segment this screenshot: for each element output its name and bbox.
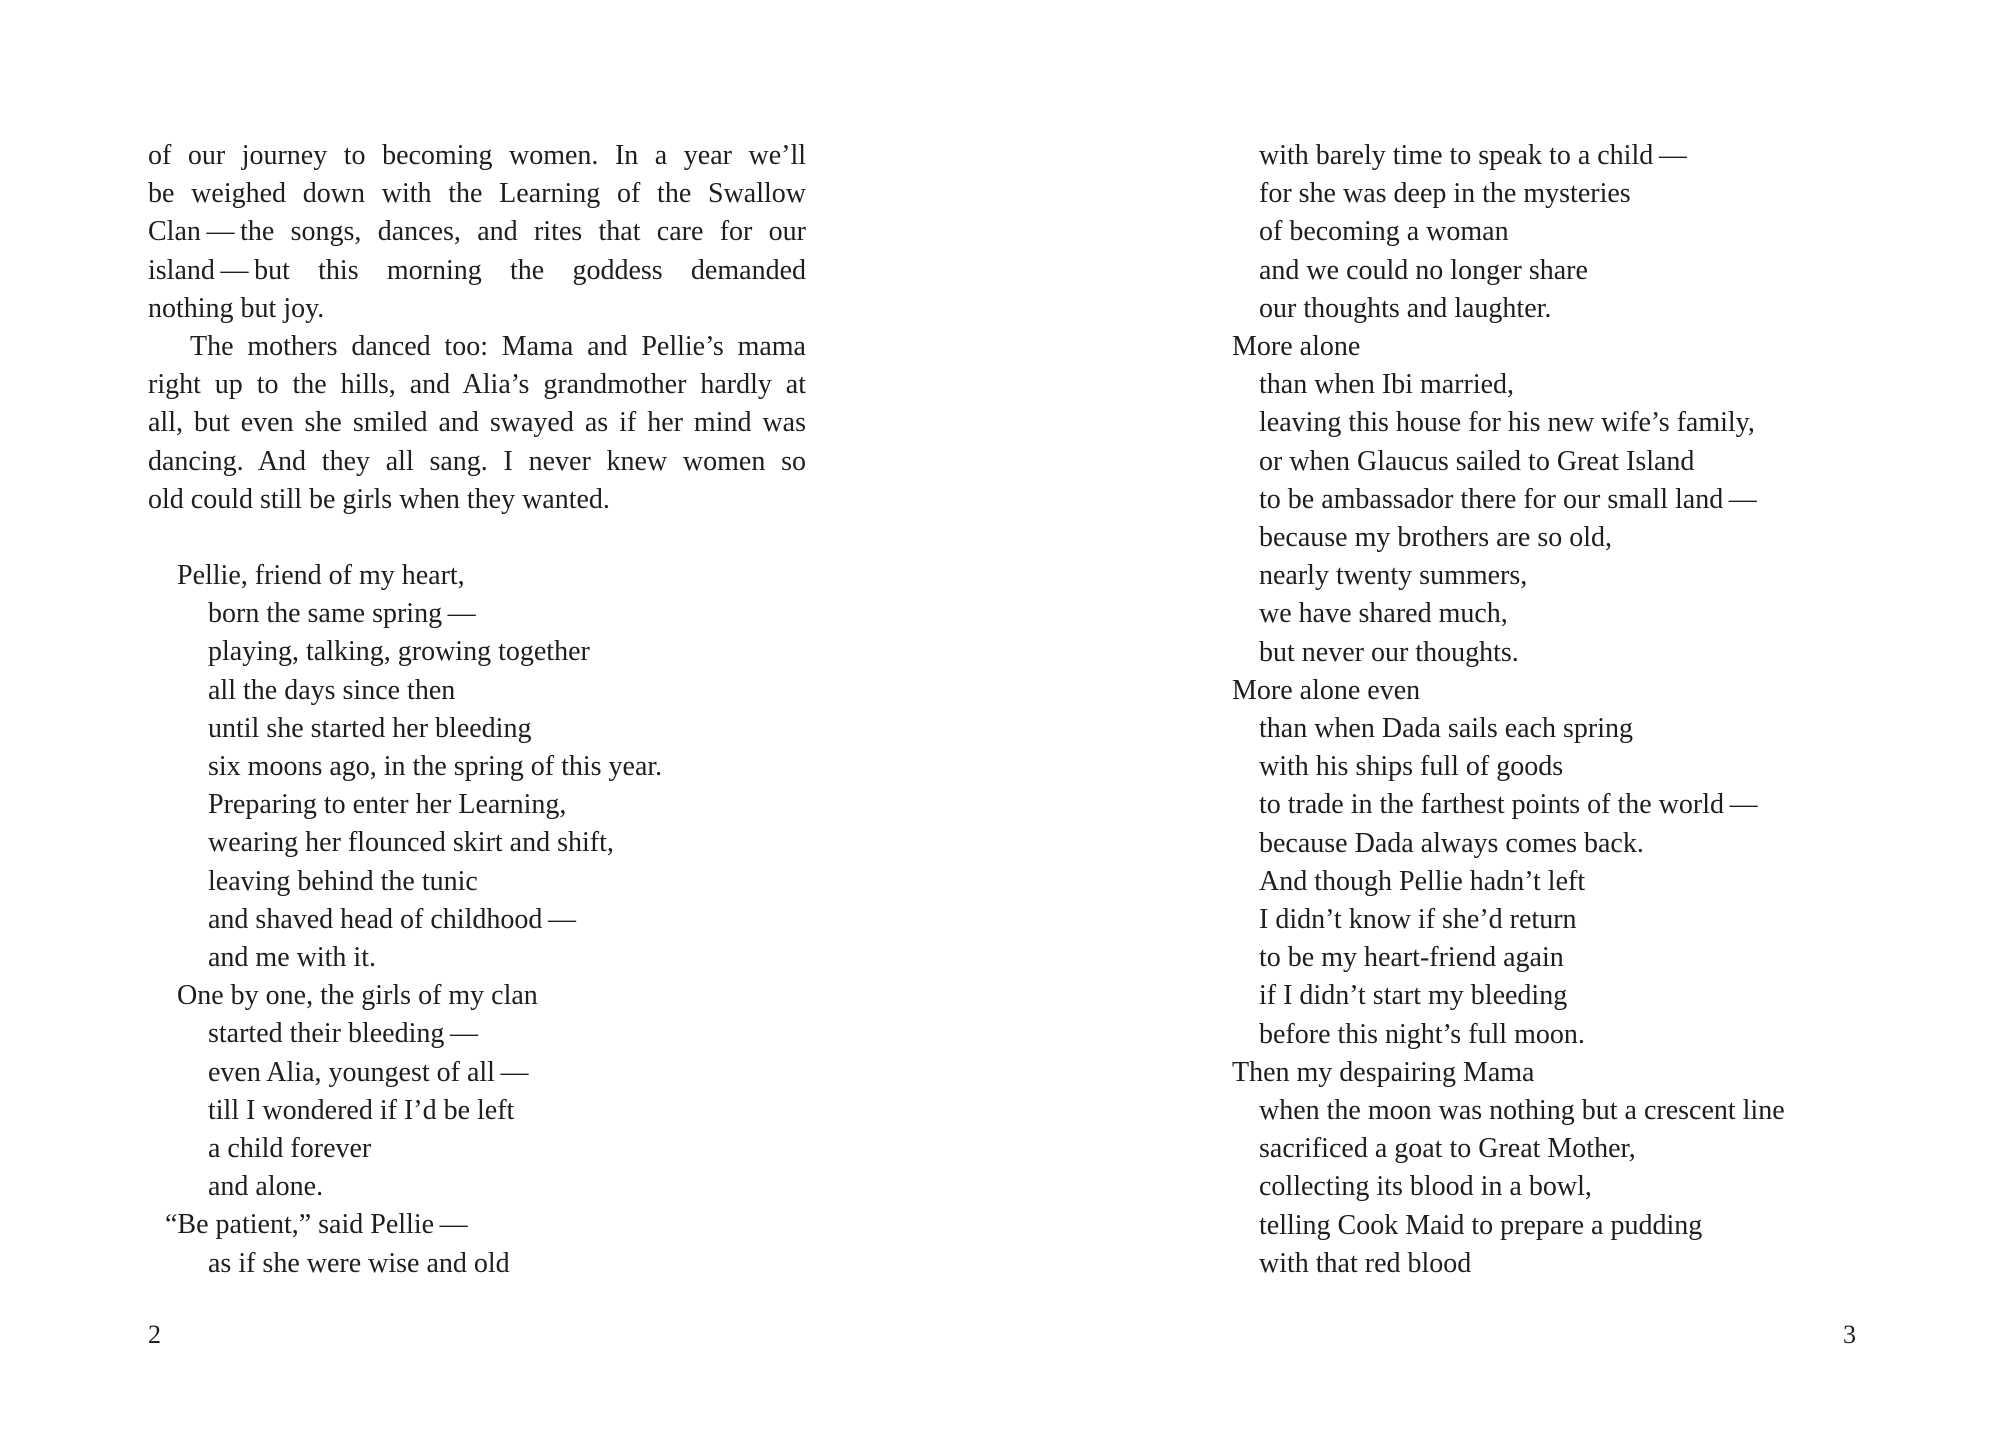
prose-line: nothing but joy. — [148, 292, 325, 324]
verse-line: and we could no longer share — [1259, 254, 1588, 286]
prose-line: dancing. And they all sang. I never knew women so — [148, 445, 806, 477]
prose-line: The mothers danced too: Mama and Pellie’s mama — [190, 331, 806, 363]
verse-line: to trade in the farthest points of the world — — [1259, 789, 1758, 821]
verse-line: born the same spring — — [208, 598, 476, 630]
verse-line: wearing her flounced skirt and shift, — [208, 827, 614, 859]
verse-line: of becoming a woman — [1259, 216, 1509, 248]
verse-line: when the moon was nothing but a crescent line — [1259, 1095, 1785, 1127]
verse-line: with his ships full of goods — [1259, 751, 1564, 783]
verse-line: because my brothers are so old, — [1259, 522, 1612, 554]
verse-line: than when Dada sails each spring — [1259, 713, 1633, 745]
verse-line: I didn’t know if she’d return — [1259, 904, 1577, 936]
verse-line: More alone — [1232, 331, 1361, 363]
page-number-left: 2 — [148, 1320, 161, 1349]
verse-line: we have shared much, — [1259, 598, 1508, 630]
verse-line: collecting its blood in a bowl, — [1259, 1171, 1592, 1203]
verse-line: than when Ibi married, — [1259, 369, 1515, 401]
prose-block — [148, 137, 806, 519]
verse-line: but never our thoughts. — [1259, 636, 1519, 668]
verse-line: until she started her bleeding — [208, 712, 532, 744]
verse-line: Then my despairing Mama — [1232, 1056, 1535, 1088]
verse-line: six moons ago, in the spring of this year. — [208, 751, 663, 783]
verse-line: before this night’s full moon. — [1259, 1018, 1585, 1050]
verse-line: One by one, the girls of my clan — [177, 980, 538, 1012]
verse-line: a child forever — [208, 1133, 372, 1165]
verse-line: and alone. — [208, 1171, 324, 1203]
verse-line: because Dada always comes back. — [1259, 827, 1644, 859]
verse-line: if I didn’t start my bleeding — [1259, 980, 1568, 1012]
verse-line: playing, talking, growing together — [208, 636, 590, 668]
verse-line: or when Glaucus sailed to Great Island — [1259, 445, 1695, 477]
verse-line: to be my heart-friend again — [1259, 942, 1564, 974]
verse-line: leaving behind the tunic — [208, 865, 478, 897]
verse-line: Preparing to enter her Learning, — [208, 789, 567, 821]
verse-line: to be ambassador there for our small land — — [1259, 483, 1757, 515]
verse-line: as if she were wise and old — [208, 1247, 510, 1279]
verse-line: nearly twenty summers, — [1259, 560, 1528, 592]
prose-line: old could still be girls when they wanted. — [148, 483, 610, 515]
verse-line: till I wondered if I’d be left — [208, 1094, 515, 1126]
verse-line: even Alia, youngest of all — — [208, 1056, 529, 1088]
prose-line: island — but this morning the goddess demanded — [148, 254, 806, 286]
prose-line: Clan — the songs, dances, and rites that care for our — [148, 216, 806, 248]
verse-line: with that red blood — [1259, 1247, 1472, 1279]
verse-line: our thoughts and laughter. — [1259, 292, 1552, 324]
prose-line: of our journey to becoming women. In a year we’ll — [148, 140, 806, 171]
verse-line: sacrificed a goat to Great Mother, — [1259, 1133, 1636, 1165]
verse-line: telling Cook Maid to prepare a pudding — [1259, 1209, 1703, 1241]
prose-line: be weighed down with the Learning of the Swallow — [148, 178, 806, 210]
verse-line: and me with it. — [208, 942, 376, 974]
verse-block-left — [148, 557, 662, 1283]
verse-line: all the days since then — [208, 674, 456, 706]
verse-line: Pellie, friend of my heart, — [177, 560, 465, 591]
prose-line: all, but even she smiled and swayed as if her mind was — [148, 407, 806, 439]
verse-line: “Be patient,” said Pellie — — [165, 1209, 468, 1241]
verse-line: for she was deep in the mysteries — [1259, 178, 1631, 210]
prose-line: right up to the hills, and Alia’s grandmother hardly at — [148, 369, 806, 401]
verse-line: started their bleeding — — [208, 1018, 478, 1050]
page-number-right: 3 — [1843, 1320, 1856, 1349]
verse-line: and shaved head of childhood — — [208, 903, 576, 935]
verse-line: And though Pellie hadn’t left — [1259, 865, 1586, 897]
verse-line: with barely time to speak to a child — — [1259, 140, 1687, 171]
verse-line: leaving this house for his new wife’s family, — [1259, 407, 1755, 439]
verse-block-right — [1232, 137, 1785, 1283]
verse-line: More alone even — [1232, 674, 1421, 706]
